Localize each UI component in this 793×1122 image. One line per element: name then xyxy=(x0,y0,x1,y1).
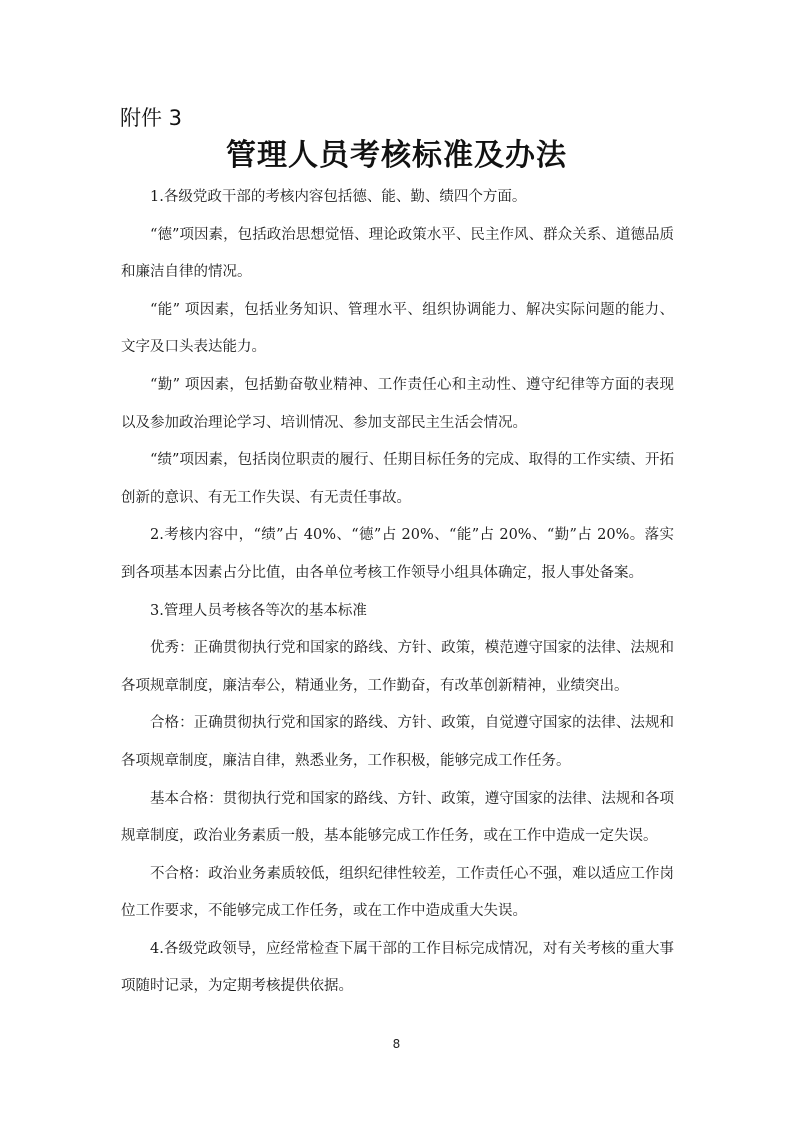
paragraph-grade-standards-heading: 3.管理人员考核各等次的基本标准 xyxy=(150,602,367,619)
paragraph-grade-unqualified: 不合格：政治业务素质较低，组织纪律性较差，工作责任心不强，难以适应工作岗位工作要求，不能够完成工作任务，或在工作中造成重大失误。 xyxy=(121,865,674,920)
paragraph-qin-factor: “勤” 项因素，包括勤奋敬业精神、工作责任心和主动性、遵守纪律等方面的表现以及参加政治理论学习、培训情况、参加支部民主生活会情况。 xyxy=(121,376,674,431)
paragraph-de-factor: “德”项因素，包括政治思想觉悟、理论政策水平、民主作风、群众关系、道德品质和廉洁自律的情况。 xyxy=(121,226,674,281)
paragraph-grade-qualified: 合格：正确贯彻执行党和国家的路线、方针、政策，自觉遵守国家的法律、法规和各项规章制度，廉洁自律，熟悉业务，工作积极，能够完成工作任务。 xyxy=(121,715,674,769)
paragraph-assessment-content: 1.各级党政干部的考核内容包括德、能、勤、绩四个方面。 xyxy=(150,189,527,205)
page-title: 管理人员考核标准及办法 xyxy=(226,138,567,173)
page-number: 8 xyxy=(392,1037,401,1051)
paragraph-neng-factor: “能” 项因素，包括业务知识、管理水平、组织协调能力、解决实际问题的能力、文字及口头表达能力。 xyxy=(121,301,674,356)
paragraph-ji-factor: “绩”项因素，包括岗位职责的履行、任期目标任务的完成、取得的工作实绩、开拓创新的意识、有无工作失误、有无责任事故。 xyxy=(121,452,674,506)
paragraph-weighting: 2.考核内容中，“绩”占 40%、“德”占 20%、“能”占 20%、“勤”占 20%。落实到各项基本因素占分比值，由各单位考核工作领导小组具体确定，报人事处备案。 xyxy=(121,527,674,581)
paragraph-grade-excellent: 优秀：正确贯彻执行党和国家的路线、方针、政策，模范遵守国家的法律、法规和各项规章制度，廉洁奉公，精通业务，工作勤奋，有改革创新精神，业绩突出。 xyxy=(121,640,674,694)
attachment-label: 附件 3 xyxy=(120,106,183,130)
paragraph-leadership-review: 4.各级党政领导，应经常检查下属干部的工作目标完成情况，对有关考核的重大事项随时记录，为定期考核提供依据。 xyxy=(121,940,674,995)
paragraph-grade-basically-qualified: 基本合格：贯彻执行党和国家的路线、方针、政策，遵守国家的法律、法规和各项规章制度，政治业务素质一般，基本能够完成工作任务，或在工作中造成一定失误。 xyxy=(121,790,674,845)
document-body xyxy=(121,179,674,1006)
